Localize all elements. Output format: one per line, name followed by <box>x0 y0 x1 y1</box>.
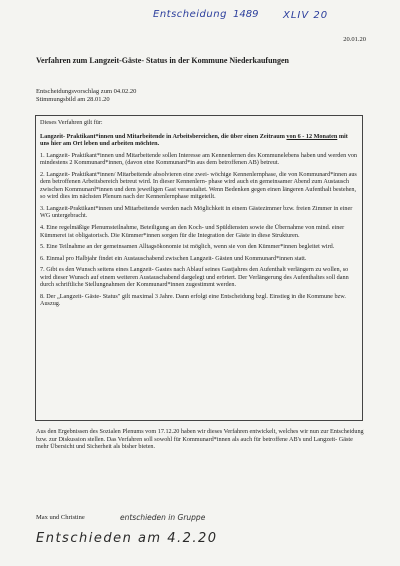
scope-suffix: mit uns hier am Ort leben und arbeiten möchten. <box>40 132 348 148</box>
proposal-line: Entscheidungsvorschlag zum 04.02.20 <box>36 88 137 95</box>
document-date: 20.01.20 <box>343 36 366 43</box>
procedure-item-4: 4. Eine regelmäßige Plenumsteilnahme, Beteiligung an den Koch- und Spüldiensten sowie die Übernahme von mind. einer Kümmerei ist obligatorisch. Die Kümmer*innen sorgen für die Integration der Gäste in diese Strukturen. <box>40 224 345 239</box>
document-title: Verfahren zum Langzeit-Gäste- Status in der Kommune Niederkaufungen <box>36 56 289 65</box>
procedure-item-5: 5. Eine Teilnahme an der gemeinsamen Alltagsökonomie ist möglich, wenn sie von den Kümmer*innen begleitet wird. <box>40 243 335 251</box>
box-intro: Dieses Verfahren gilt für: <box>40 119 103 126</box>
handwritten-note-top: Entscheidung <box>153 9 227 20</box>
mood-line: Stimmungsbild am 28.01.20 <box>36 96 110 103</box>
handwritten-note-bottom: entschieden in Gruppe <box>120 513 206 522</box>
signature: Max und Christine <box>36 514 85 521</box>
procedure-item-6: 6. Einmal pro Halbjahr findet ein Austauschabend zwischen Langzeit- Gästen und Kommunard*innen statt. <box>40 254 307 262</box>
procedure-item-1: 1. Langzeit- Praktikant*innen und Mitarbeitende sollen Interesse am Kennenlernen des Kommunelebens haben und werden von mindestens 2 Kommunard*innen, (davon eine Kommunard*in aus dem betroffenen AB) betreut. <box>40 151 358 167</box>
closing-paragraph: Aus den Ergebnissen des Sozialen Plenums vom 17.12.20 haben wir dieses Verfahren entwickelt, welches wir nun zur Entscheidung bzw. zur Diskussion stellen. Das Verfahren soll sowohl für Kommunard*innen als auch für betroffene AB's und Langzeit- Gäste mehr Übersicht und Sicherheit als bisher bieten. <box>36 428 364 451</box>
procedure-box <box>35 115 363 421</box>
document-meta <box>36 88 136 104</box>
procedure-item-8: 8. Der „Langzeit- Gäste- Status" gilt maximal 3 Jahre. Dann erfolgt eine Entscheidung bzgl. Einstieg in die Kommune bzw. Auszug. <box>40 292 346 308</box>
scope-statement <box>40 133 358 148</box>
procedure-item-7: 7. Gibt es den Wunsch seitens eines Langzeit- Gastes nach Ablauf seines Gastjahres den Aufenthalt verlängern zu wollen, so wird dieser Wunsch auf einem weiteren Austauschabend dargelegt und erörtert. Der Verlängerung des Aufenthaltes soll dann durch schriftliche Stellungnahmen der Kommunard*innen zugestimmt werden. <box>40 266 349 289</box>
handwritten-decision-note: Entschieden am 4.2.20 <box>36 531 218 546</box>
scope-prefix: Langzeit- Praktikant*innen und Mitarbeitende in Arbeitsbereichen, die über einen Zeitraum <box>40 132 287 140</box>
procedure-item-2: 2. Langzeit- Praktikant*innen/ Mitarbeitende absolvieren eine zwei- wöchige Kennenlernphase, die von Kommunard*innen aus dem betroffenen Arbeitsbereich betreut wird. In dieser Kennenlern- phase wird auch ein gemeinsamer Abend zum Austausch zwischen Kommunard*innen und dem jeweiligen Gast veranstaltet. Wenn Bedenken gegen einen längeren Aufenthalt bestehen, so wird dies im nächsten Plenum nach der Kennenlernphase mitgeteilt. <box>40 170 357 201</box>
procedure-item-3: 3. Langzeit-Praktikant*innen und Mitarbeitende werden nach Möglichkeit in einem Gästezimmer bzw. freien Zimmer in einer WG untergebracht. <box>40 204 353 220</box>
scope-duration: von 6 - 12 Monaten <box>286 132 338 140</box>
handwritten-date-note: XLIV 20 <box>283 10 329 21</box>
handwritten-reference-number: 1489 <box>233 9 259 20</box>
